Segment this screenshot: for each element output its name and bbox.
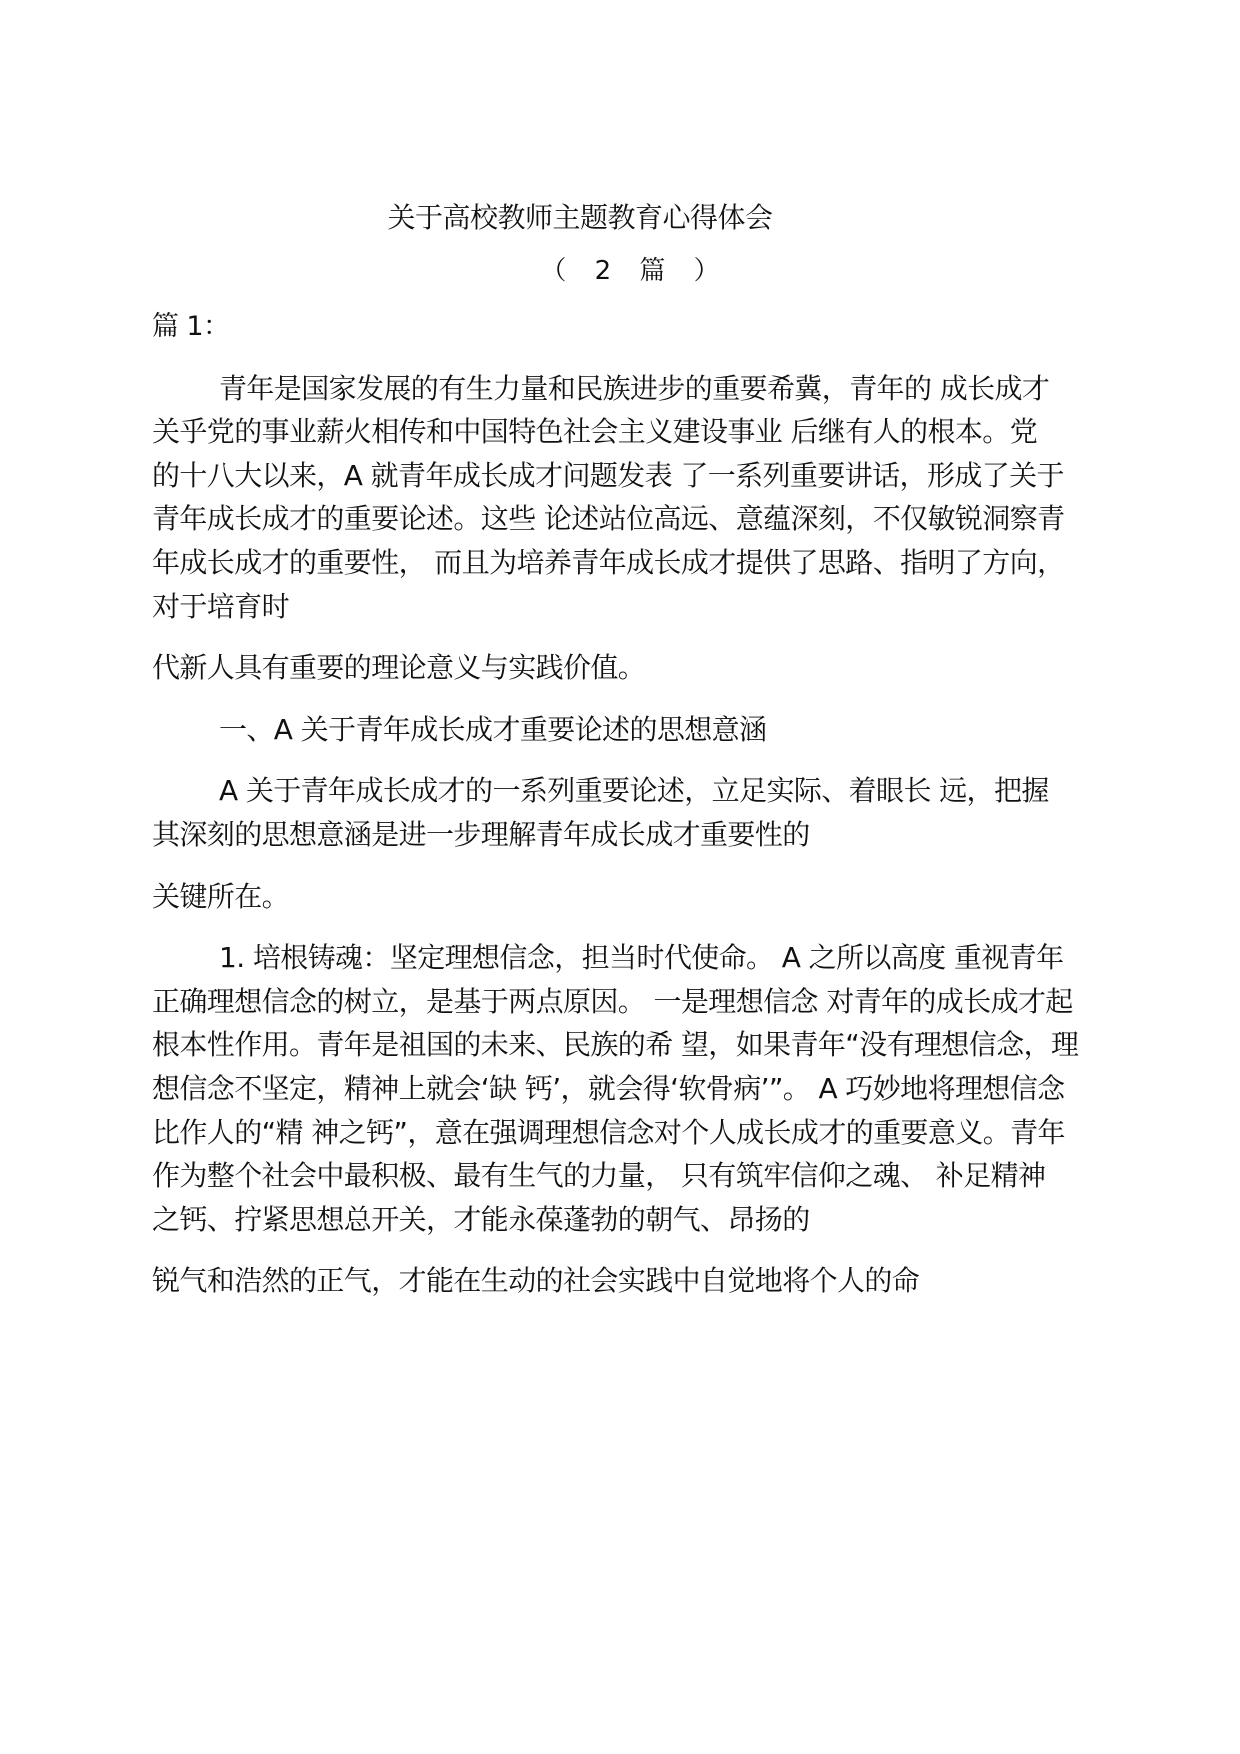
section-heading: [152, 708, 1092, 752]
document-title: 关于高校教师主题教育心得体会: [387, 201, 773, 234]
paragraph-line: 其深刻的思想意涵是进一步理解青年成长成才重要性的: [152, 817, 810, 851]
paragraph-line: 青年成长成才的重要论述。这些 论述站位高远、意蕴深刻，不仅敏锐洞察青: [152, 502, 1065, 536]
paragraph-line: 锐气和浩然的正气，才能在生动的社会实践中自觉地将个人的命: [152, 1264, 920, 1298]
paragraph-line: 青年是国家发展的有生力量和民族进步的重要希冀，青年的 成长成才: [219, 371, 1050, 405]
document-body: [152, 305, 1092, 1303]
paragraph-line: 对于培育时: [152, 589, 290, 623]
paragraph-6: [152, 936, 1092, 1241]
paragraph-line: 正确理想信念的树立，是基于两点原因。 一是理想信念 对青年的成长成才起: [152, 984, 1073, 1018]
paragraph-line: 想信念不坚定，精神上就会‘缺 钙’，就会得‘软骨病’”。 A 巧妙地将理想信念: [152, 1071, 1065, 1105]
paragraph-line: 1. 培根铸魂：坚定理想信念，担当时代使命。 A 之所以高度 重视青年: [219, 941, 1064, 975]
paragraph-line: 作为整个社会中最积极、最有生气的力量， 只有筑牢信仰之魂、 补足精神: [152, 1159, 1046, 1193]
paragraph-1: [152, 367, 1092, 629]
heading-line: 一、A 关于青年成长成才重要论述的思想意涵: [219, 712, 767, 746]
paragraph-line: 关乎党的事业薪火相传和中国特色社会主义建设事业 后继有人的根本。党: [152, 415, 1038, 449]
paragraph-2: [152, 646, 1092, 690]
paragraph-line: 比作人的“精 神之钙”，意在强调理想信念对个人成长成才的重要意义。青年: [152, 1115, 1065, 1149]
document-subtitle: （ 2 篇 ）: [540, 256, 730, 286]
paragraph-line: 根本性作用。青年是祖国的未来、民族的希 望，如果青年“没有理想信念，理: [152, 1028, 1079, 1062]
section-label: 篇 1：: [152, 311, 230, 342]
paragraph-line: 之钙、拧紧思想总开关，才能永葆蓬勃的朝气、昂扬的: [152, 1202, 810, 1236]
paragraph-4: [152, 769, 1092, 856]
paragraph-line: A 关于青年成长成才的一系列重要论述，立足实际、着眼长 远，把握: [219, 774, 1049, 808]
paragraph-line: 关键所在。: [152, 879, 290, 913]
paragraph-line: 代新人具有重要的理论意义与实践价值。: [152, 651, 646, 685]
paragraph-line: 的十八大以来，A 就青年成长成才问题发表 了一系列重要讲话，形成了关于: [152, 458, 1064, 492]
paragraph-line: 年成长成才的重要性， 而且为培养青年成长成才提供了思路、指明了方向，: [152, 545, 1065, 579]
paragraph-7: [152, 1259, 1092, 1303]
paragraph-5: [152, 875, 1092, 919]
